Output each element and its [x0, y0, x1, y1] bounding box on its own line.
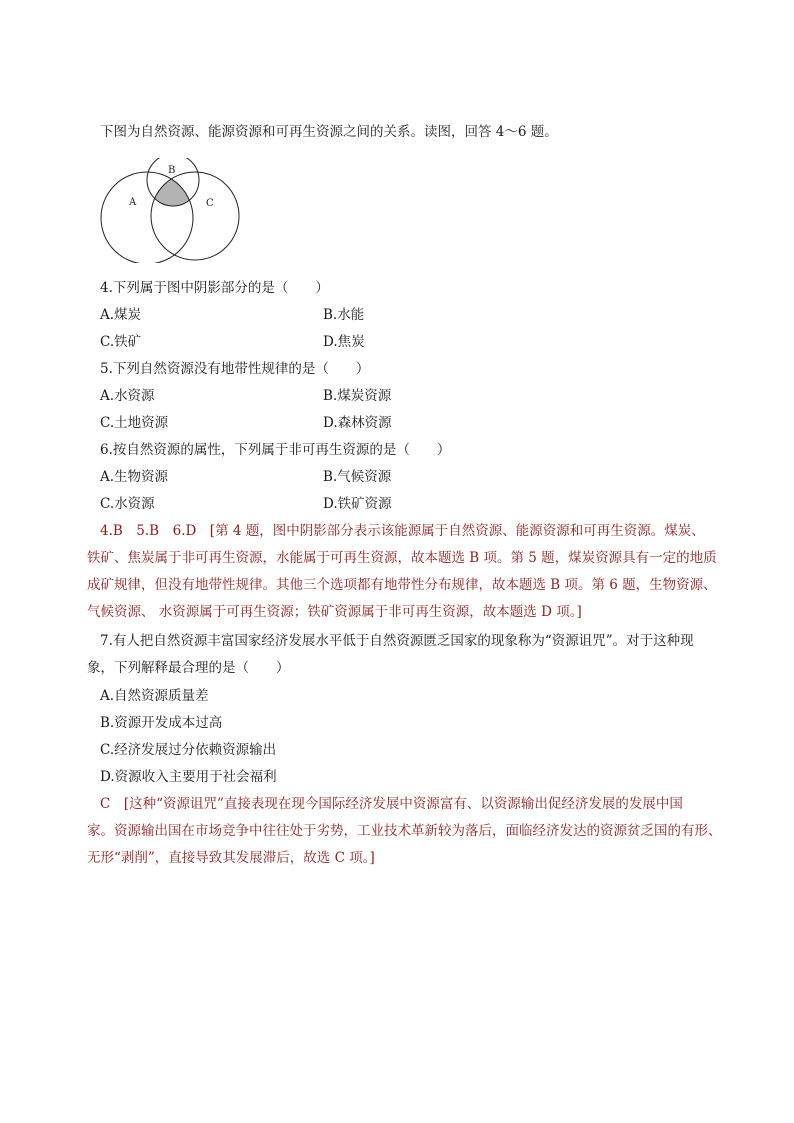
label-c: C	[206, 198, 214, 209]
q4-option-a: A.煤炭	[100, 307, 142, 323]
q7-option-d: D.资源收入主要用于社会福利	[100, 769, 277, 785]
q7-stem-line-2: 象，下列解释最合理的是（ ）	[87, 660, 290, 676]
q5-option-c: C.土地资源	[100, 415, 169, 431]
q4-stem: 4.下列属于图中阴影部分的是（ ）	[100, 280, 329, 296]
answer-7-line-3: 无形“剥削”，直接导致其发展滞后，故选 C 项。]	[87, 850, 375, 866]
q6-option-d: D.铁矿资源	[323, 496, 392, 512]
q6-option-c: C.水资源	[100, 496, 155, 512]
answer-4-6-line-2: 铁矿、焦炭属于非可再生资源，水能属于可再生资源，故本题选 B 项。第 5 题，煤炭资源具有一定的地质	[87, 550, 717, 566]
q4-option-c: C.铁矿	[100, 334, 142, 350]
intro-text: 下图为自然资源、能源资源和可再生资源之间的关系。读图，回答 4～6 题。	[100, 124, 558, 140]
q5-option-d: D.森林资源	[323, 415, 392, 431]
venn-diagram	[98, 158, 248, 263]
q5-option-b: B.煤炭资源	[323, 388, 392, 404]
q6-option-a: A.生物资源	[100, 469, 169, 485]
answer-4-6-line-1: 4.B 5.B 6.D [第 4 题，图中阴影部分表示该能源属于自然资源、能源资源和可再生资源。煤炭、	[100, 523, 705, 539]
label-a: A	[129, 197, 137, 208]
answer-7-line-2: 家。资源输出国在市场竞争中往往处于劣势，工业技术革新较为落后，面临经济发达的资源贫乏国的有形、	[87, 823, 722, 839]
answer-7-line-1: C [这种“资源诅咒”直接表现在现今国际经济发展中资源富有、以资源输出促经济发展的发展中国	[100, 796, 683, 812]
q4-option-b: B.水能	[323, 307, 365, 323]
answer-4-6-line-3: 成矿规律，但没有地带性规律。其他三个选项都有地带性分布规律，故本题选 B 项。第 6 题，生物资源、	[87, 577, 717, 593]
q5-option-a: A.水资源	[100, 388, 155, 404]
q4-option-d: D.焦炭	[323, 334, 365, 350]
circle-c	[151, 172, 239, 260]
q6-stem: 6.按自然资源的属性，下列属于非可再生资源的是（ ）	[100, 442, 451, 458]
q5-stem: 5.下列自然资源没有地带性规律的是（ ）	[100, 361, 370, 377]
q7-option-a: A.自然资源质量差	[100, 688, 209, 704]
label-b: B	[168, 165, 176, 176]
q7-option-c: C.经济发展过分依赖资源输出	[100, 742, 277, 758]
q7-stem-line-1: 7.有人把自然资源丰富国家经济发展水平低于自然资源匮乏国家的现象称为“资源诅咒”。对于这种现	[100, 633, 694, 649]
answer-4-6-line-4: 气候资源、 水资源属于可再生资源；铁矿资源属于非可再生资源，故本题选 D 项。]	[87, 604, 582, 620]
q6-option-b: B.气候资源	[323, 469, 392, 485]
q7-option-b: B.资源开发成本过高	[100, 715, 223, 731]
circle-a	[101, 172, 193, 263]
